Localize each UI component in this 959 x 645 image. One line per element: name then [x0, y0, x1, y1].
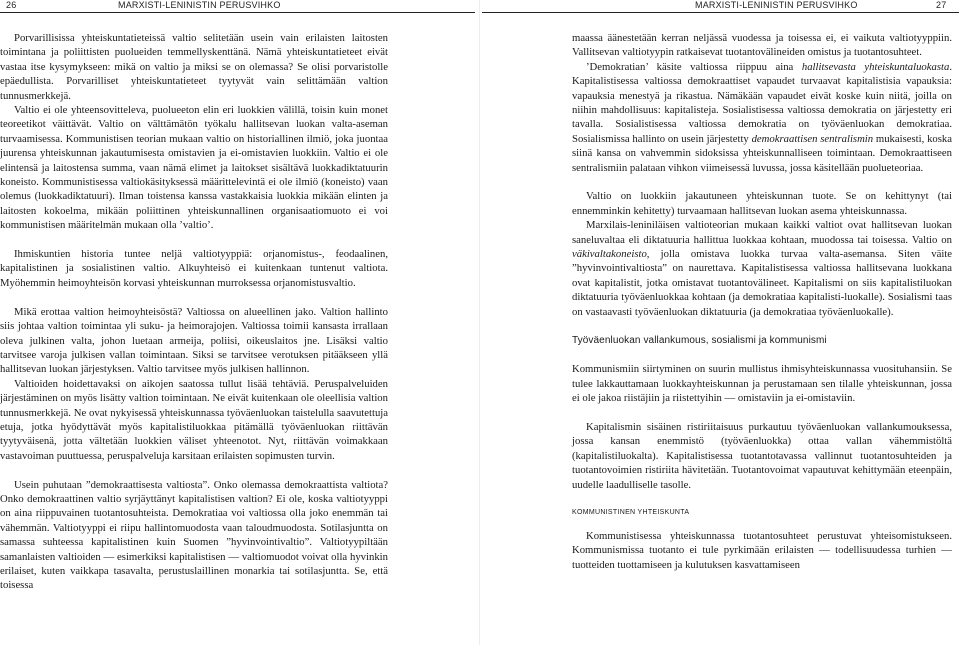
paragraph: Valtio ei ole yhteensovitteleva, puolueeton elin eri luokkien välillä, toisin kuin monet teoreetikot väittävät. Valtio on välttämätön työkalu hallitsevan luokan valta-aseman turvaamisessa. Kommunistisen teorian mukaan valtio on historiallinen ilmiö, joka juontaa juurensa yhteiskunnan jakautumisesta omistavien ja ei-omistavien luokkiin. Valtio ei ole elintensä ja laitostensa summa, vaan nämä elimet ja laitokset sisältävä luokkadiktatuurin koneisto. Kommunistisessa valtiokäsityksessä määrittelevintä ei ole ilmiö (koneisto) vaan olemus (luokkadiktatuuri). Ilman toistensa kanssa vastakkaisia luokkia mikään elinten ja laitosten kokoelma, mikään poliittinen yhteiskunnallinen organisaatiomuoto ei voi kommunistisen määritelmän mukaan olla ’valtio’. — [0, 104, 388, 232]
left-column — [0, 31, 388, 593]
running-head: MARXISTI-LENINISTIN PERUSVIHKO — [118, 0, 281, 10]
right-column — [572, 31, 952, 572]
paragraph: Usein puhutaan ”demokraattisesta valtiosta”. Onko olemassa demokraattista valtiota? Onko demokraattinen valtio syrjäyttänyt kapitalistisen valtion? Ei ole, koska valtiotyyppi on aina riippuvainen tuotantosuhteista. Demokratiaa voi valtiossa olla joko enemmän tai vähemmän. Valtiotyyppi ei riipu hallintomuodosta vaan taloudmuodosta. Sotilasjuntta on samassa suhteessa kapitalistinen kuin Suomen ”hyvinvointivaltio”. Valtiotyypiltään samanlaisten valtioiden — esimerkiksi kapitalistisen — valtiomuodot voivat olla hyvinkin erilaiset, kuten vaikkapa tasavalta, perustuslaillinen monarkia tai sotilasjuntta. Se, että toisessa — [0, 478, 388, 592]
paragraph: Mikä erottaa valtion heimoyhteisöstä? Valtiossa on alueellinen jako. Valtion hallinto siis johtaa valtion toimintaa yli suku- ja heimorajojen. Valtiossa toimii kansasta irrallaan oleva julkinen valta, johon luetaan armeija, poliisi, oikeuslaitos jne. Lisäksi valtio tarvitsee varoja julkisen vallan toimintaan. Siksi se tarvitsee verotuksen pitääkseen yllä hallitsevan luokan järjestyksen. Valtio tarvitsee myös julkisen hallinnon. — [0, 305, 388, 376]
paragraph: Kapitalismin sisäinen ristiriitaisuus purkautuu työväenluokan vallankumouksessa, jossa kansan enemmistö (työväenluokka) ottaa vallan vähemmistöltä (kapitalistiluokalta). Kapitalistisessa tuotantotavassa vallinnut tuotantosuhteiden ja tuotantovoimien ristiriita hävitetään. Tuotantovoimat vapautuvat kehittymään eteenpäin, uudelle laadulliselle tasolle. — [572, 420, 952, 491]
right-page — [480, 0, 959, 645]
header-rule — [482, 12, 959, 13]
header-rule — [0, 12, 475, 13]
paragraph: Porvarillisissa yhteiskuntatieteissä valtio selitetään usein vain erilaisten laitosten toimintana ja poliittisten puolueiden temmellyskenttänä. Nämä yhteiskuntatieteet eivät vastaa itse kysymykseen: mikä on valtio ja miksi se on olemassa? Se olisi porvaristolle epäedullista. Porvarilliset yhteiskuntatieteet tyytyvät vain selittämään valtion tunnusmerkkejä. — [0, 32, 388, 102]
page-number: 27 — [936, 0, 947, 10]
paragraph: maassa äänestetään kerran neljässä vuodessa ja toisessa ei, ei vaikuta valtiotyyppiin. Vallitsevan valtiotyypin ratkaisevat tuotantovälineiden omistus ja tuotantosuhteet. — [572, 32, 952, 59]
paragraph: Valtio on luokkiin jakautuneen yhteiskunnan tuote. Se on kehittynyt (tai ennemminkin kehitetty) turvaamaan hallitsevan luokan asema yhteiskunnassa. — [572, 190, 952, 217]
running-head: MARXISTI-LENINISTIN PERUSVIHKO — [695, 0, 858, 10]
page-number: 26 — [6, 0, 17, 10]
paragraph: Ihmiskuntien historia tuntee neljä valtiotyyppiä: orjanomistus-, feodaalinen, kapitalistinen ja sosialistinen valtio. Alkuyhteisö ei kuitenkaan tuntenut valtiota. Myöhemmin heimoyhteisön korvasi yhteiskunnan murroksessa orjanomistusvaltio. — [0, 248, 388, 289]
section-heading: KOMMUNISTINEN YHTEISKUNTA — [572, 509, 690, 517]
paragraph: Valtioiden hoidettavaksi on aikojen saatossa tullut lisää tehtäviä. Peruspalveluiden järjestäminen on myös lisätty valtion toimintaan. Ne eivät kuitenkaan ole oleellisia valtion tunnusmerkkejä. Ne ovat nykyisessä yhteiskunnassa työväenluokan taistelulla saavutettuja etuja, jotka hyödyttävät myös kapitalistiluokkaa pitämällä työväenluokan riittävän tyytyväisenä, jotta vältetään luokkien väliset yhteenotot. Nyt, riittävän voimakkaan vastavoiman puuttuessa, peruspalveluja karsitaan erilaisten sopimusten turvin. — [0, 377, 388, 462]
paragraph: Kommunismiin siirtyminen on suurin mullistus ihmisyhteiskunnassa vuosituhansiin. Se tulee lakkauttamaan luokkayhteiskunnan ja perustamaan sen tilalle yhteiskunnan, jossa ei ole jakoa riistäjiin ja riistettyihin — omistaviin ja ei-omistaviin. — [572, 363, 952, 405]
paragraph: Marxilais-leniniläisen valtioteorian mukaan kaikki valtiot ovat hallitsevan luokan saneluvaltaa eli diktatuuria hallittua luokkaa kohtaan, muodossa tai toisessa. Valtio on väkivaltakoneisto, jolla omistava luokka turvaa valta-asemansa. Siten väite ”hyvinvointivaltiosta” on naurettava. Kapitalistisessa valtiossa hallitsevana luokkana ovat kapitalistit, jotka omistavat tuotantovälineet. Kapitalismi on siis kapitalistiluokan diktatuuria työväenluokkaa kohtaan (ja demokratiaa kapitalisti-luokalle). Sosialismi taas on vastaavasti työväenluokan diktatuuria (ja demokratiaa työväenluokalle). — [572, 219, 952, 318]
section-heading: Työväenluokan vallankumous, sosialismi ja kommunismi — [572, 334, 827, 346]
paragraph: ’Demokratian’ käsite valtiossa riippuu aina hallitsevasta yhteiskuntaluokasta. Kapitalistisessa valtiossa demokraattiset vapaudet turvaavat kapitalistisia vapauksia: vapauksia menestyä ja rikastua. Nämäkään vapaudet eivät koske kuin niitä, joilla on niihin mahdollisuus: kapitalisteja. Sosialistisessa valtiossa demokratia on järjestetty eri tavalla. Sosialistisessa valtiossa demokratia on työväenluokan demokratiaa. Sosialismissa hallinto on usein järjestetty demokraattisen sentralismin mukaisesti, koska siinä kansa on vahvemmin sidoksissa yhteiskunnalliseen toimintaan. Demokraattiseen sentralismiin palataan vihkon viimeisessä luvussa, jossa käsitellään puolueteoriaa. — [572, 60, 952, 174]
paragraph: Kommunistisessa yhteiskunnassa tuotantosuhteet perustuvat yhteisomistukseen. Kommunismissa tuotanto ei tule pyrkimään erilaisten — todellisuudessa turhien — tuotteiden tuottamiseen ja kulutuksen kasvattamiseen — [572, 529, 952, 571]
